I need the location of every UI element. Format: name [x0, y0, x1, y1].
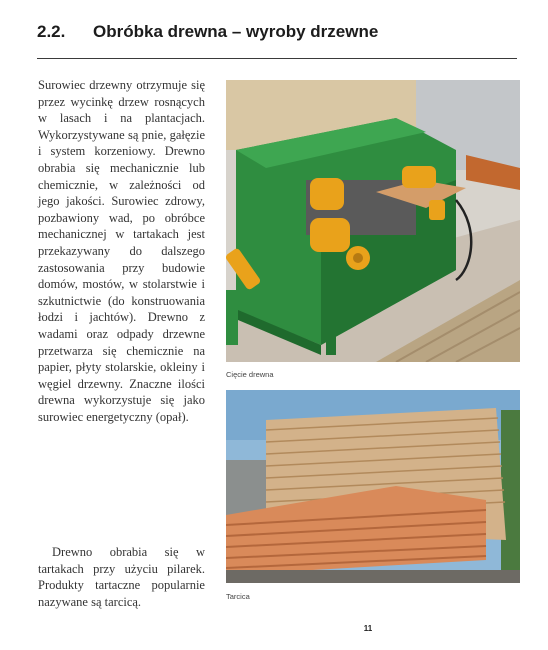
lumber-stack-photo — [226, 390, 520, 583]
section-number: 2.2. — [37, 22, 66, 41]
intro-paragraph: Surowiec drzewny otrzymuje się przez wycinkę drzew rosnących w lasach i na plantacjach. Wykorzystywane są pnie, gałęzie i system korzeniowy. Drewno obrabia się mechanicznie lub chemicznie, w zależności od jego jakości. Surowiec zdrowy, pozbawiony wad, po obróbce mechanicznej w tartakach jest przekazywany do dalszego zastosowania przy budowie domów, mostów, w stolarstwie i szkutnictwie (do konstruowania łodzi i jachtów). Drewno z wadami oraz odpady drzewne przetwarza się chemicznie na papier, płyty stolarskie, okleiny i węgiel drzewny. Znaczne ilości drewna wykorzystuje się jako surowiec energetyczny (opał). — [38, 78, 205, 424]
figure-caption: Cięcie drewna — [226, 370, 274, 379]
page-number: 11 — [363, 624, 373, 633]
figure-caption: Tarcica — [226, 592, 250, 601]
sawmill-paragraph: Drewno obrabia się w tartakach przy użyciu pilarek. Produkty tartaczne popularnie nazywane są tarcicą. — [38, 545, 205, 609]
sawmill-machine-photo — [226, 80, 520, 362]
section-title: Obróbka drewna – wyroby drzewne — [93, 22, 379, 41]
section-header — [37, 22, 517, 59]
